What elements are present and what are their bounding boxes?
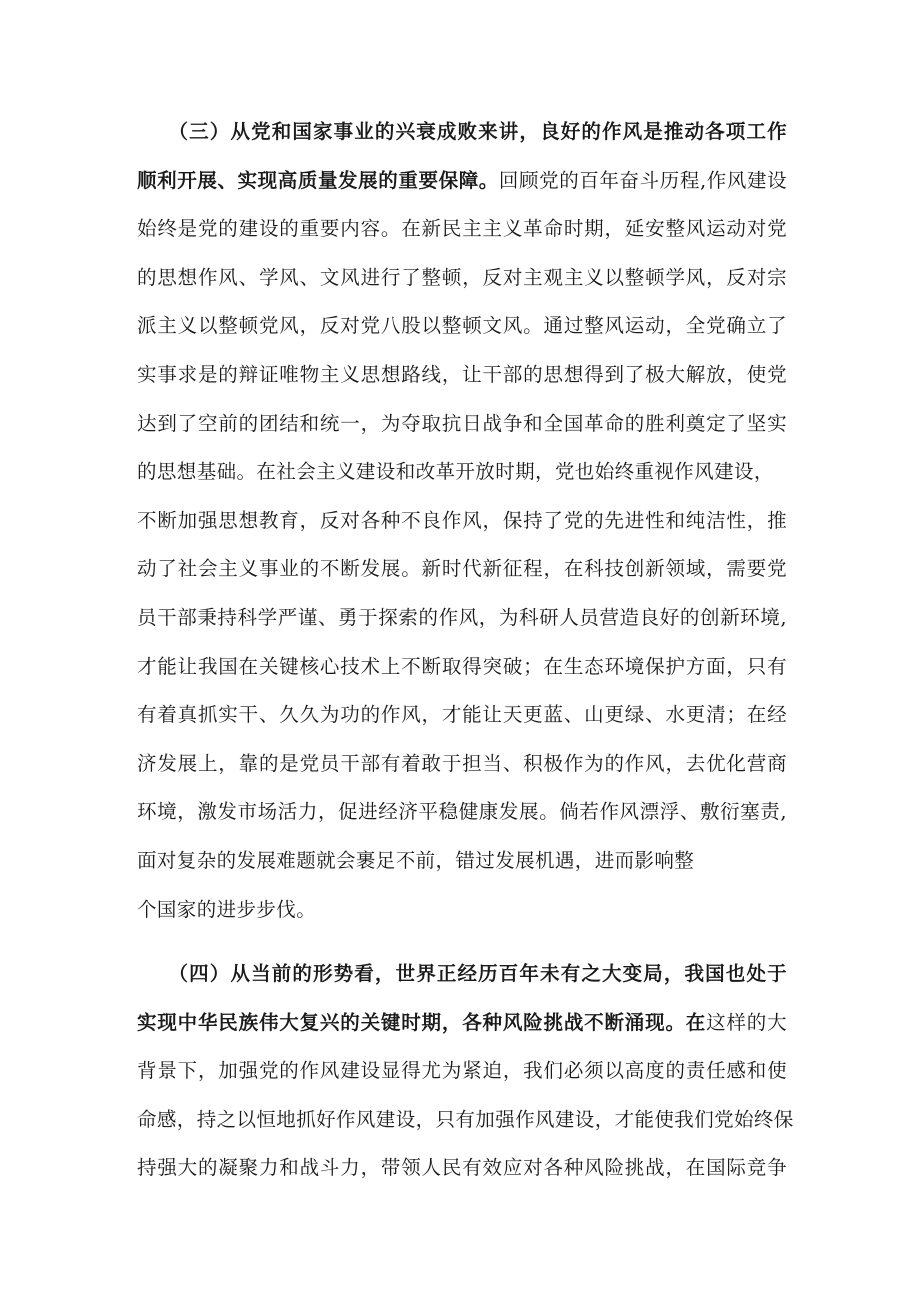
text-line: [137, 788, 787, 837]
text-line: [137, 950, 787, 999]
body-text: 派主义以整顿党风，反对党八股以整顿文风。通过整风运动，全党确立了: [137, 314, 787, 338]
paragraph-section-3: [137, 108, 787, 934]
body-text: 有着真抓实干、久久为功的作风，才能让天更蓝、山更绿、水更清；在经: [137, 703, 787, 727]
body-text: 济发展上，靠的是党员干部有着敢于担当、积极作为的作风，去优化营商: [137, 751, 787, 775]
text-line: [137, 999, 787, 1048]
body-text: 环境，激发市场活力，促进经济平稳健康发展。倘若作风漂浮、敷衍塞责,: [137, 800, 787, 824]
body-text: 回顾党的百年奋斗历程,作风建设: [498, 168, 788, 192]
text-line: [137, 594, 787, 643]
text-line: [137, 545, 787, 594]
bold-heading-text: （四）从当前的形势看，世界正经历百年未有之大变局，我国也处于: [137, 962, 787, 985]
body-text: 达到了空前的团结和统一，为夺取抗日战争和全国革命的胜利奠定了坚实: [137, 411, 787, 435]
bold-heading-text: （三）从党和国家事业的兴衰成败来讲，良好的作风是推动各项工作: [137, 120, 787, 143]
body-text: 动了社会主义事业的不断发展。新时代新征程，在科技创新领域，需要党: [137, 557, 787, 581]
body-text: 才能让我国在关键核心技术上不断取得突破；在生态环境保护方面，只有: [137, 654, 787, 678]
body-text: 个国家的进步步伐。: [137, 897, 317, 921]
text-line: [137, 837, 787, 886]
body-text: 持强大的凝聚力和战斗力，带领人民有效应对各种风险挑战，在国际竞争: [137, 1156, 787, 1180]
text-line: [137, 497, 787, 546]
text-line: [137, 254, 787, 303]
bold-heading-text: 顺利开展、实现高质量发展的重要保障。: [137, 168, 499, 192]
text-line: [137, 1096, 794, 1145]
text-line: [137, 886, 787, 935]
text-line: [137, 302, 787, 351]
body-text: 始终是党的建设的重要内容。在新民主主义革命时期，延安整风运动对党: [137, 217, 787, 241]
text-line: [137, 448, 787, 497]
body-text: 面对复杂的发展难题就会裹足不前，错过发展机遇，进而影响整: [137, 848, 695, 872]
body-text: 员干部秉持科学严谨、勇于探索的作风，为科研人员营造良好的创新环境,: [137, 605, 787, 629]
text-line: [137, 740, 787, 789]
paragraph-section-4: [137, 950, 794, 1193]
body-text: 不断加强思想教育，反对各种不良作风，保持了党的先进性和纯洁性，推: [137, 508, 787, 532]
bold-heading-text: 实现中华民族伟大复兴的关键时期，各种风险挑战不断涌现。在: [137, 1010, 707, 1034]
text-line: [137, 1047, 787, 1096]
text-line: [137, 691, 787, 740]
body-text: 这样的大: [706, 1010, 788, 1034]
body-text: 实事求是的辩证唯物主义思想路线，让干部的思想得到了极大解放，使党: [137, 362, 787, 386]
text-line: [137, 108, 787, 157]
body-text: 的思想基础。在社会主义建设和改革开放时期，党也始终重视作风建设，: [137, 460, 774, 484]
text-line: [137, 1144, 787, 1193]
text-line: [137, 400, 787, 449]
body-text: 的思想作风、学风、文风进行了整顿，反对主观主义以整顿学风，反对宗: [137, 265, 787, 289]
text-line: [137, 643, 787, 692]
text-line: [137, 157, 787, 206]
body-text: 命感，持之以恒地抓好作风建设，只有加强作风建设，才能使我们党始终保: [137, 1107, 794, 1131]
text-line: [137, 205, 787, 254]
body-text: 背景下，加强党的作风建设显得尤为紧迫，我们必须以高度的责任感和使: [137, 1059, 787, 1083]
text-line: [137, 351, 787, 400]
